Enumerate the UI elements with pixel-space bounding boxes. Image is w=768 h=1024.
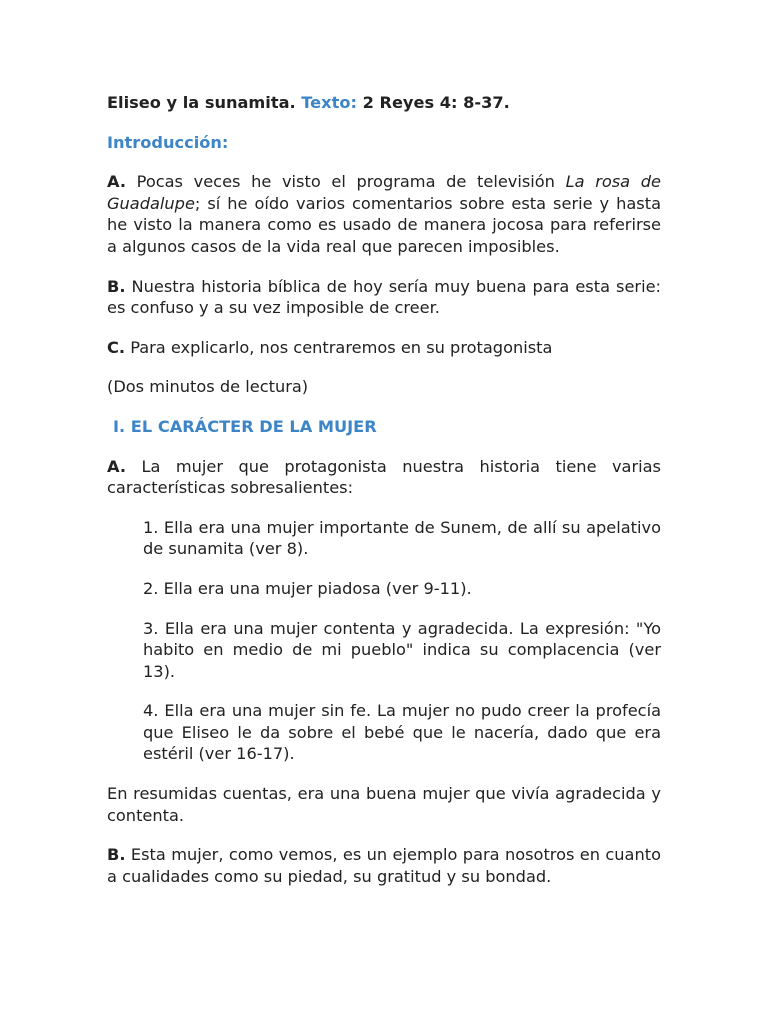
summary-paragraph: En resumidas cuentas, era una buena mujer que vivía agradecida y contenta.	[107, 784, 661, 825]
intro-c-marker: C.	[107, 337, 126, 357]
section-1-a-marker: A.	[107, 456, 126, 476]
intro-a-marker: A.	[107, 172, 126, 192]
intro-paragraph-a	[107, 171, 661, 257]
list-item: 4. Ella era una mujer sin fe. La mujer no pudo creer la profecía que Eliseo le da sobre el bebé que le nacería, dado que era estéril (ver 16-17).	[143, 701, 661, 764]
list-item: 1. Ella era una mujer importante de Sunem, de allí su apelativo de sunamita (ver 8).	[143, 517, 661, 559]
section-1-heading: I. EL CARÁCTER DE LA MUJER	[113, 416, 377, 436]
section-1-paragraph-b	[107, 844, 661, 887]
document-title	[107, 92, 661, 114]
reading-time-note: (Dos minutos de lectura)	[107, 377, 309, 397]
list-item: 3. Ella era una mujer contenta y agradecida. La expresión: "Yo habito en medio de mi pueblo" indica su complacencia (ver 13).	[143, 618, 661, 681]
section-1-b-text: Esta mujer, como vemos, es un ejemplo para nosotros en cuanto a cualidades como su piedad, su gratitud y su bondad.	[107, 845, 661, 886]
document-body	[107, 92, 661, 887]
intro-heading: Introducción:	[107, 132, 229, 152]
list-item: 2. Ella era una mujer piadosa (ver 9-11).	[143, 578, 472, 598]
section-1-b-marker: B.	[107, 845, 126, 865]
intro-c-text: Para explicarlo, nos centraremos en su protagonista	[130, 337, 553, 357]
title-name: Eliseo y la sunamita.	[107, 93, 296, 112]
intro-a-italic-title: La rosa de Guadalupe	[107, 172, 661, 213]
intro-a-text-1: Pocas veces he visto el programa de televisión	[136, 172, 555, 192]
section-1-paragraph-a	[107, 456, 661, 499]
intro-b-text: Nuestra historia bíblica de hoy sería muy buena para esta serie: es confuso y a su vez imposible de creer.	[107, 276, 661, 318]
intro-a-text-2: ; sí he oído varios comentarios sobre esta serie y hasta he visto la manera como es usado de manera jocosa para referirse a algunos casos de la vida real que parecen imposibles.	[107, 193, 661, 256]
texto-label: Texto:	[301, 93, 357, 112]
section-1-a-text: La mujer que protagonista nuestra historia tiene varias características sobresalientes:	[107, 456, 661, 498]
intro-paragraph-b	[107, 276, 661, 319]
scripture-reference: 2 Reyes 4: 8-37.	[362, 93, 510, 112]
intro-paragraph-c	[107, 337, 661, 359]
intro-b-marker: B.	[107, 276, 126, 296]
